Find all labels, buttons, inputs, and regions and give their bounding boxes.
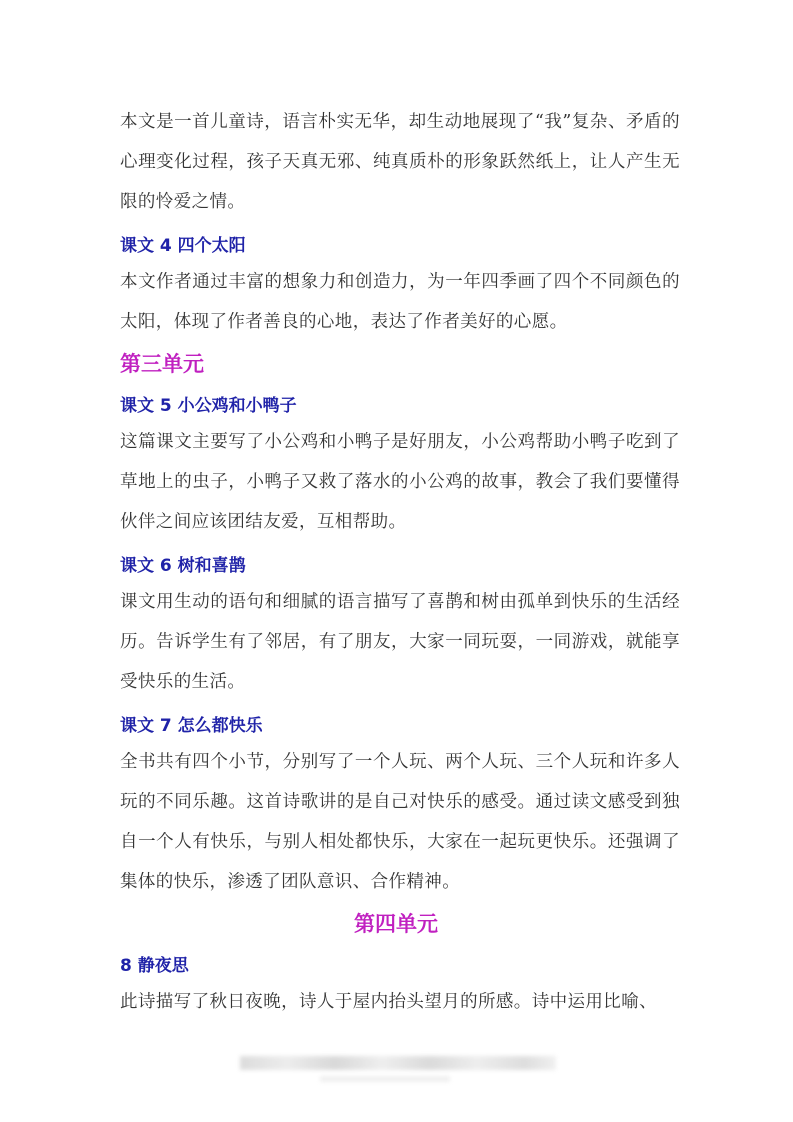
blurred-footer-secondary <box>320 1076 450 1082</box>
summary-paragraph-lesson8: 此诗描写了秋日夜晚，诗人于屋内抬头望月的所感。诗中运用比喻、 <box>120 992 657 1012</box>
summary-paragraph-lesson6: 课文用生动的语句和细腻的语言描写了喜鹊和树由孤单到快乐的生活经历。告诉学生有了邻居，有了朋友，大家一同玩耍，一同游戏，就能享受快乐的生活。 <box>120 592 680 692</box>
lesson-6-heading: 课文 6 树和喜鹊 <box>120 556 246 576</box>
lesson-7-heading: 课文 7 怎么都快乐 <box>120 716 263 736</box>
summary-paragraph-lesson5: 这篇课文主要写了小公鸡和小鸭子是好朋友，小公鸡帮助小鸭子吃到了草地上的虫子，小鸭子又救了落水的小公鸡的故事，教会了我们要懂得伙伴之间应该团结友爱，互相帮助。 <box>120 432 680 532</box>
summary-paragraph-lesson7: 全书共有四个小节，分别写了一个人玩、两个人玩、三个人玩和许多人玩的不同乐趣。这首诗歌讲的是自己对快乐的感受。通过读文感受到独自一个人有快乐，与别人相处都快乐，大家在一起玩更快乐。还强调了集体的快乐，渗透了团队意识、合作精神。 <box>120 752 680 892</box>
summary-paragraph-lesson4: 本文作者通过丰富的想象力和创造力，为一年四季画了四个不同颜色的太阳，体现了作者善良的心地，表达了作者美好的心愿。 <box>120 272 680 332</box>
unit-3-heading: 第三单元 <box>120 352 204 376</box>
lesson-5-heading: 课文 5 小公鸡和小鸭子 <box>120 396 297 416</box>
lesson-8-heading: 8 静夜思 <box>120 956 189 976</box>
summary-paragraph-lesson3: 本文是一首儿童诗，语言朴实无华，却生动地展现了“我”复杂、矛盾的心理变化过程，孩子天真无邪、纯真质朴的形象跃然纸上，让人产生无限的怜爱之情。 <box>120 112 680 212</box>
unit-4-heading: 第四单元 <box>354 912 438 936</box>
blurred-footer <box>240 1056 556 1070</box>
lesson-4-heading: 课文 4 四个太阳 <box>120 236 246 256</box>
